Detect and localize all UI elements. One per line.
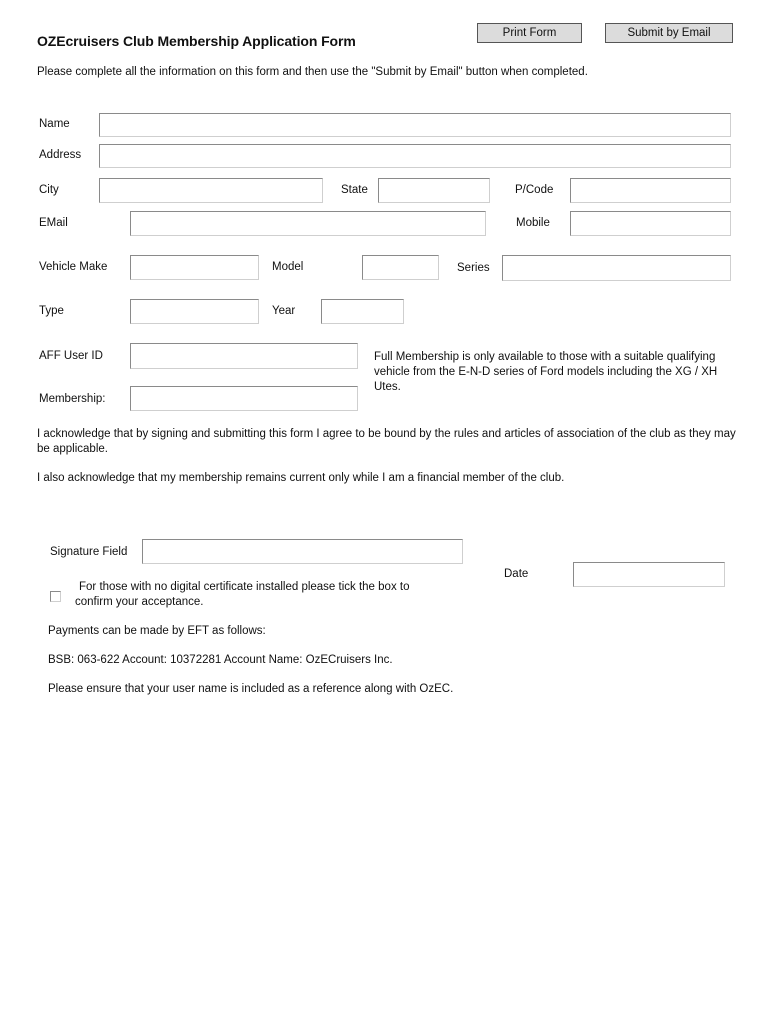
checkbox-text-line1: For those with no digital certificate installed please tick the box to bbox=[79, 581, 410, 593]
acknowledgement-membership: I also acknowledge that my membership remains current only while I am a financial member of the club. bbox=[37, 472, 565, 484]
acceptance-checkbox[interactable] bbox=[50, 591, 61, 602]
pcode-field[interactable] bbox=[570, 178, 731, 203]
series-field[interactable] bbox=[502, 255, 731, 281]
date-field[interactable] bbox=[573, 562, 725, 587]
mobile-field[interactable] bbox=[570, 211, 731, 236]
membership-label: Membership: bbox=[39, 393, 106, 405]
city-label: City bbox=[39, 184, 59, 196]
series-label: Series bbox=[457, 262, 490, 274]
model-label: Model bbox=[272, 261, 304, 273]
mobile-label: Mobile bbox=[516, 217, 550, 229]
aff-user-id-field[interactable] bbox=[130, 343, 358, 369]
checkbox-text-line2: confirm your acceptance. bbox=[75, 596, 204, 608]
signature-label: Signature Field bbox=[50, 546, 128, 558]
name-label: Name bbox=[39, 118, 70, 130]
year-field[interactable] bbox=[321, 299, 404, 324]
type-field[interactable] bbox=[130, 299, 259, 324]
state-label: State bbox=[341, 184, 368, 196]
type-label: Type bbox=[39, 305, 64, 317]
city-field[interactable] bbox=[99, 178, 323, 203]
reference-note: Please ensure that your user name is included as a reference along with OzEC. bbox=[48, 683, 454, 695]
membership-note: Full Membership is only available to those with a suitable qualifying vehicle from the E-N-D series of Ford models including the XG / XH Utes. bbox=[374, 351, 718, 393]
date-label: Date bbox=[504, 568, 529, 580]
payment-intro: Payments can be made by EFT as follows: bbox=[48, 625, 266, 637]
year-label: Year bbox=[272, 305, 296, 317]
model-field[interactable] bbox=[362, 255, 439, 280]
acknowledgement-rules: I acknowledge that by signing and submitting this form I agree to be bound by the rules and articles of association of the club as they may be applicable. bbox=[37, 428, 736, 455]
membership-field[interactable] bbox=[130, 386, 358, 411]
name-field[interactable] bbox=[99, 113, 731, 137]
address-label: Address bbox=[39, 149, 82, 161]
address-field[interactable] bbox=[99, 144, 731, 168]
vehicle-make-field[interactable] bbox=[130, 255, 259, 280]
vehicle-make-label: Vehicle Make bbox=[39, 261, 108, 273]
instructions-text: Please complete all the information on this form and then use the "Submit by Email" button when completed. bbox=[37, 66, 588, 78]
page-title: OZEcruisers Club Membership Application Form bbox=[37, 33, 356, 49]
aff-user-id-label: AFF User ID bbox=[39, 350, 103, 362]
state-field[interactable] bbox=[378, 178, 490, 203]
email-label: EMail bbox=[39, 217, 68, 229]
pcode-label: P/Code bbox=[515, 184, 554, 196]
signature-field[interactable] bbox=[142, 539, 463, 564]
submit-by-email-button[interactable]: Submit by Email bbox=[605, 23, 733, 43]
email-field[interactable] bbox=[130, 211, 486, 236]
print-form-button[interactable]: Print Form bbox=[477, 23, 582, 43]
bank-details: BSB: 063-622 Account: 10372281 Account Name: OzECruisers Inc. bbox=[48, 654, 393, 666]
